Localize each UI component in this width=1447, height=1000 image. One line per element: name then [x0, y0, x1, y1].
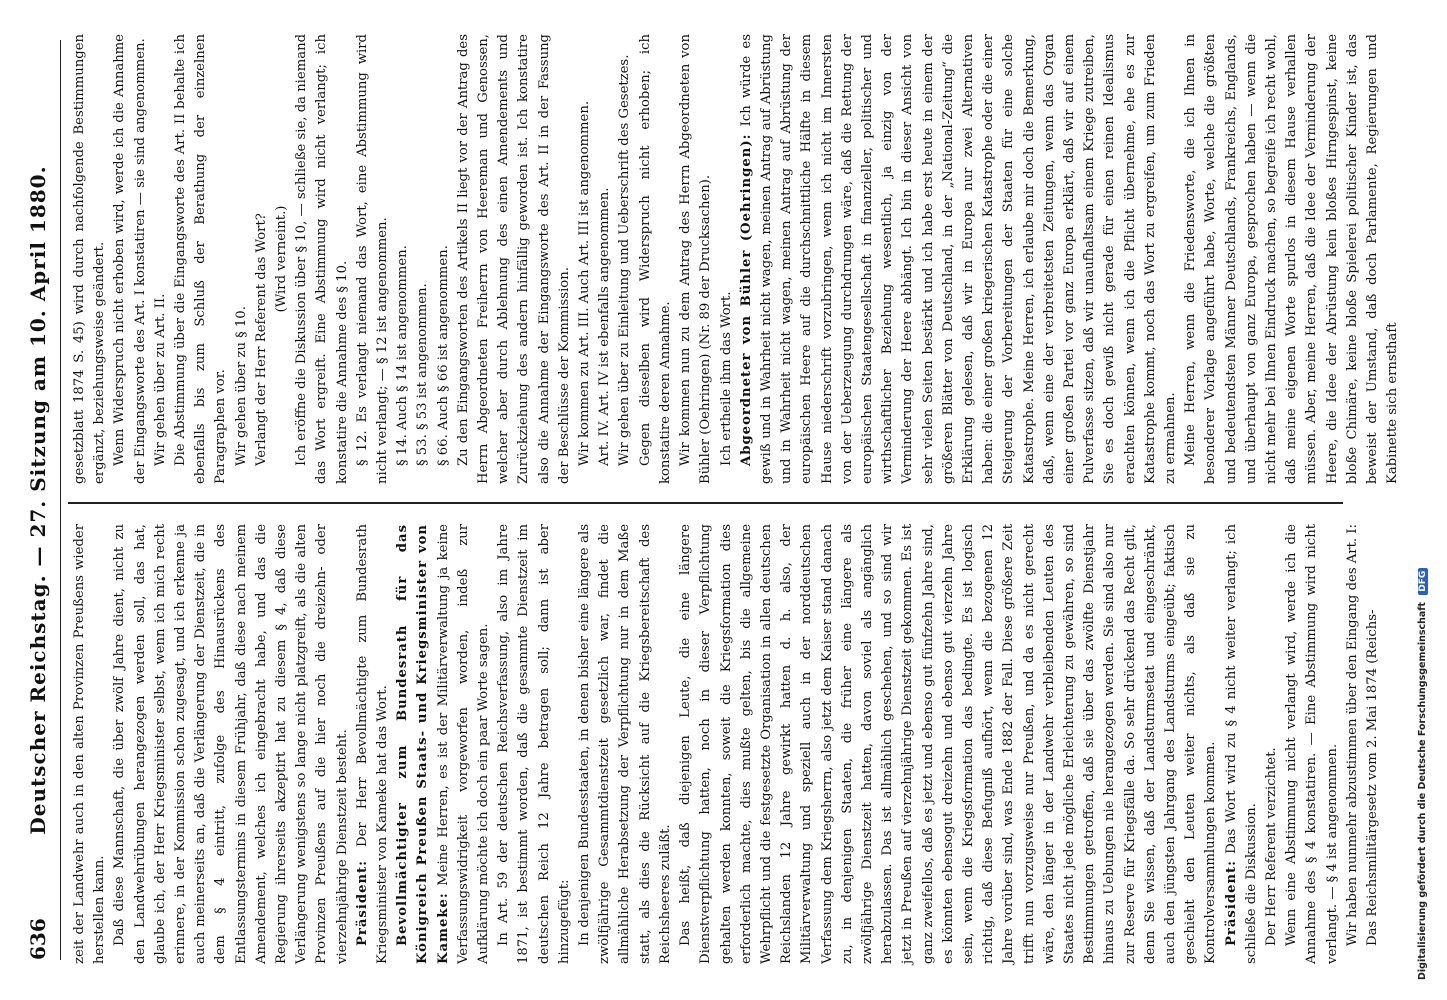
- paragraph: Wir kommen zu Art. III. Auch Art. III ist angenommen.: [577, 100, 593, 466]
- digitization-text: Digitalisierung gefördert durch die Deutsche Forschungsgemeinschaft: [1417, 602, 1428, 980]
- paragraph: Wenn eine Abstimmung nicht verlangt wird, werde ich die Annahme des § 4 konstatiren. — Eine Abstimmung wird nicht verlangt. — § 4 ist angenommen.: [1284, 524, 1340, 964]
- paragraph: Wenn Widerspruch nicht erhoben wird, werde ich die Annahme der Eingangsworte des Art. I konstatiren — sie sind angenommen.: [112, 34, 148, 484]
- paragraph: Ich ertheile ihm das Wort.: [718, 291, 734, 466]
- speaker-name: Abgeordneter von Bühler (Oehringen):: [738, 133, 754, 466]
- paragraph: zeit der Landwehr auch in den alten Provinzen Preußens wieder herstellen kann.: [72, 524, 108, 964]
- speaker-name: Präsident:: [1223, 859, 1239, 946]
- stage-note: (Wird verneint.): [274, 205, 290, 313]
- page-number: 636: [26, 918, 50, 960]
- paragraph: Verlangt der Herr Referent das Wort?: [253, 213, 269, 466]
- paragraph: Ich eröffne die Diskussion über § 10, — schließe sie, da niemand das Wort ergreift. Eine Abstimmung wird nicht verlangt; ich konstatire die Annahme des § 10.: [294, 33, 350, 484]
- paragraph: Wir gehen über zu Einleitung und Ueberschrift des Gesetzes.: [617, 54, 633, 466]
- paragraph: Der Herr Referent verzichtet.: [1263, 747, 1279, 946]
- paragraph: § 53. § 53 ist angenommen.: [415, 283, 431, 466]
- digitization-note: [1395, 10, 1428, 995]
- left-column: [70, 524, 1380, 964]
- paragraph: Gegen dieselben wird Widerspruch nicht erhoben; ich konstatire deren Annahme.: [637, 34, 673, 484]
- page-header: [16, 40, 61, 960]
- paragraph: In Art. 59 der deutschen Reichsverfassung, also im Jahre 1871, ist bestimmt worden, daß die gesammte Dienstzeit im deutschen Reich 12 Jahre betragen soll; dann ist aber hinzugefügt:: [496, 524, 572, 964]
- paragraph: § 12. Es verlangt niemand das Wort, eine Abstimmung wird nicht verlangt; — § 12 ist angenommen.: [354, 34, 391, 484]
- speaker-paragraph: Präsident: Der Herr Bevollmächtigte zum Bundesrath Kriegsminister von Kameke hat das Wort.: [354, 524, 391, 964]
- paragraph: Das heißt, daß diejenigen Leute, die eine längere Dienstverpflichtung hatten, noch in dieser Verpflichtung gehalten werden konnten, soweit die Kriegsformation dies erforderlich machte, dies mußte gelten, bis die allgemeine Wehrpflicht und die festgesetzte Organisation in allen deutschen Reichslanden 12 Jahre gewirkt hatten d. h. also, der Militärverwaltung und speziell auch in der norddeutschen Verfassung dem Kriegsherrn, also jetzt dem Kaiser stand danach zu, in denjenigen Staaten, die früher eine längere als zwölfjährige Dienstzeit hatten, davon soviel als angänglich herabzulassen. Das ist allmählich geschehen, und so sind wir jetzt in Preußen auf vierzehnjährige Dienstzeit gekommen. Es ist ganz zweifellos, daß es jetzt und ebenso gut fünfzehn Jahre sind, es könnten ebensogut dreizehn und ebenso gut vierzehn Jahre sein, wenn die Kriegsformation das bedingte. Es ist logisch richtig, daß diese Befugniß aufhört, wenn die bezogenen 12 Jahre vorüber sind, was Ende 1882 der Fall. Diese größere Zeit trifft nun vorzugsweise nur Preußen, und da es nicht gerecht wäre, den länger in der Landwehr verbleibenden Leuten des Staates nicht jede mögliche Erleichterung zu gewähren, so sind Bestimmungen getroffen, daß sie über das zwölfte Dienstjahr hinaus zu Uebungen nie herangezogen werden. Sie sind also nur zur Reserve für Kriegsfälle da. So sehr drückend das Recht gilt, denn Sie wissen, daß der Landsturmsetat und eingeschränkt, auch den jüngsten Jahrgang des Landsturms eingeübt; faktisch geschieht den Leuten weiter nichts, als daß sie zu Kontrolversammlungen kommen.: [678, 524, 1219, 964]
- quoted-paragraph: In denjenigen Bundesstaaten, in denen bisher eine längere als zwölfjährige Gesammtdienstzeit gesetzlich war, findet die allmähliche Herabsetzung der Verpflichtung nur in dem Maße statt, als dies die Rücksicht auf die Kriegsbereitschaft des Reichsheeres zuläßt.: [577, 524, 673, 964]
- paragraph: Wir gehen über zu Art. II.: [152, 293, 168, 466]
- paragraph: Meine Herren, wenn die Friedensworte, die ich Ihnen in besonderer Vorlage angeführt habe, Worte, welche die größten und bedeutendsten Männer Deutschlands, Frankreichs, Englands, und überhaupt von ganz Europa, gesprochen haben — wenn die nicht mehr bei Ihnen Eindruck machen, so begreife ich recht wohl, daß meine eigenen Worte spurlos in diesem Hause verhallen müssen. Aber, meine Herren, daß die Idee der Verminderung der Heere, die Idee der Abrüstung kein bloßes Hirngespinst, keine bloße Chimäre, keine bloße Spielerei politischer Kinder ist, das beweist der Umstand, daß doch Parlamente, Regierungen und Kabinette sich ernsthaft: [1183, 34, 1401, 484]
- paragraph: Die Abstimmung über die Eingangsworte des Art. II behalte ich ebenfalls bis zum Schluß der Berathung der einzelnen Paragraphen vor.: [173, 34, 229, 484]
- speaker-name: Bevollmächtigter zum Bundesrath für das Königreich Preußen Staats- und Kriegsminister von Kameke:: [395, 524, 451, 964]
- paragraph: Wir kommen nun zu dem Antrag des Herrn Abgeordneten von Bühler (Oehringen) (Nr. 89 der Drucksachen).: [678, 34, 714, 484]
- speaker-name: Präsident:: [354, 859, 370, 946]
- paragraph: Zu den Eingangsworten des Artikels II liegt vor der Antrag des Herrn Abgeordneten Freiherrn von Heereman und Genossen, welcher aber durch Ablehnung des einen Amendements und Zurückziehung des andern hinfällig geworden ist. Ich konstatire also die Annahme der Eingangsworte des Art. II in der Fassung der Beschlüsse der Kommission.: [455, 34, 572, 484]
- speaker-paragraph: Bevollmächtigter zum Bundesrath für das Königreich Preußen Staats- und Kriegsminister von Kameke: Meine Herren, es ist der Militärverwaltung ja keine Verfassungswidrigkeit vorgeworfen worden, indeß zur Aufklärung möchte ich doch ein paar Worte sagen.: [395, 524, 492, 964]
- speaker-paragraph: Präsident: Das Wort wird zu § 4 nicht weiter verlangt; ich schließe die Diskussion.: [1223, 524, 1259, 964]
- paragraph: § 14. Auch § 14 ist angenommen.: [395, 245, 411, 466]
- paragraph: Wir gehen über zu § 10.: [233, 306, 249, 466]
- paragraph: Daß diese Mannschaft, die über zwölf Jahre dient, nicht zu den Landwehrübungen herangezogen werden soll, das hat, glaube ich, der Herr Kriegsminister selbst, wenn ich mich recht erinnere, in der Kommission schon zugesagt, und ich erkenne ja auch meinerseits an, daß die Verlängerung der Dienstzeit, die in dem § 4 eintritt, zufolge des Hinausrückens des Entlassungstermins in diesem Frühjahr, daß diese nach meinem Amendement, welches ich eingebracht habe, und das die Regierung ihrerseits akzeptirt hat zu diesem § 4, daß diese Verlängerung wenigstens so lange nicht platzgreift, als die alten Provinzen Preußens auf die hier noch die dreizehn- oder vierzehnjährige Dienstzeit besteht.: [112, 524, 350, 964]
- page-title: Deutscher Reichstag. — 27. Sitzung am 10. April 1880.: [26, 165, 50, 835]
- dfg-logo: DFG: [1418, 568, 1428, 595]
- paragraph: § 66. Auch § 66 ist angenommen.: [435, 245, 451, 466]
- paragraph: Wir haben nunmehr abzustimmen über den Eingang des Art. I:: [1344, 524, 1360, 946]
- paragraph: Art. IV. Art. IV ist ebenfalls angenommen.: [597, 187, 613, 466]
- speaker-paragraph: Abgeordneter von Bühler (Oehringen): Ich würde es gewiß und in Wahrheit nicht wagen, meinen Antrag auf Abrüstung und in Wahrheit nicht wagen, meinen Antrag auf Abrüstung der europäischen Heere auf die durchschnittliche Hälfte in diesem Hause niederschrift vorzubringen, wenn ich nicht im Innersten von der Ueberzeugung durchdrungen wäre, daß die Rettung der europäischen Staatengesellschaft in finanzieller, politischer und wirthschaftlicher Beziehung wesentlich, ja einzig von der Verminderung der Heere abhängt. Ich bin in dieser Ansicht von sehr vielen Seiten bestärkt und ich habe erst heute in einem der größeren Blätter von Deutschland, in der „National-Zeitung“ die Erklärung gelesen, daß wir in Europa nur zwei Alternativen haben: die einer großen kriegerischen Katastrophe oder die einer Steigerung der Vorbereitungen der Staaten für eine solche Katastrophe. Meine Herren, ich erlaube mir doch die Bemerkung, daß, wenn eine der verbreitetsten Zeitungen, wenn das Organ einer großen Partei vor ganz Europa erklärt, daß wir auf einem Pulverfasse sitzen, daß wir unaufhaltsam einem Kriege zutreiben, Sie es doch gewiß nicht gerade für einen reinen Idealismus erachten können, wenn ich die Pflicht übernehme, ehe es zur Katastrophe kommt, noch das Wort zu ergreifen, um zum Frieden zu ermahnen.: [738, 34, 1178, 484]
- column-divider: [68, 503, 1343, 505]
- right-column: [70, 33, 1401, 484]
- paragraph: Das Reichsmilitärgesetz vom 2. Mai 1874 (Reichs-: [1365, 609, 1380, 946]
- paragraph: gesetzblatt 1874 S. 45) wird durch nachfolgende Bestimmungen ergänzt, beziehungsweise geändert.: [72, 34, 108, 484]
